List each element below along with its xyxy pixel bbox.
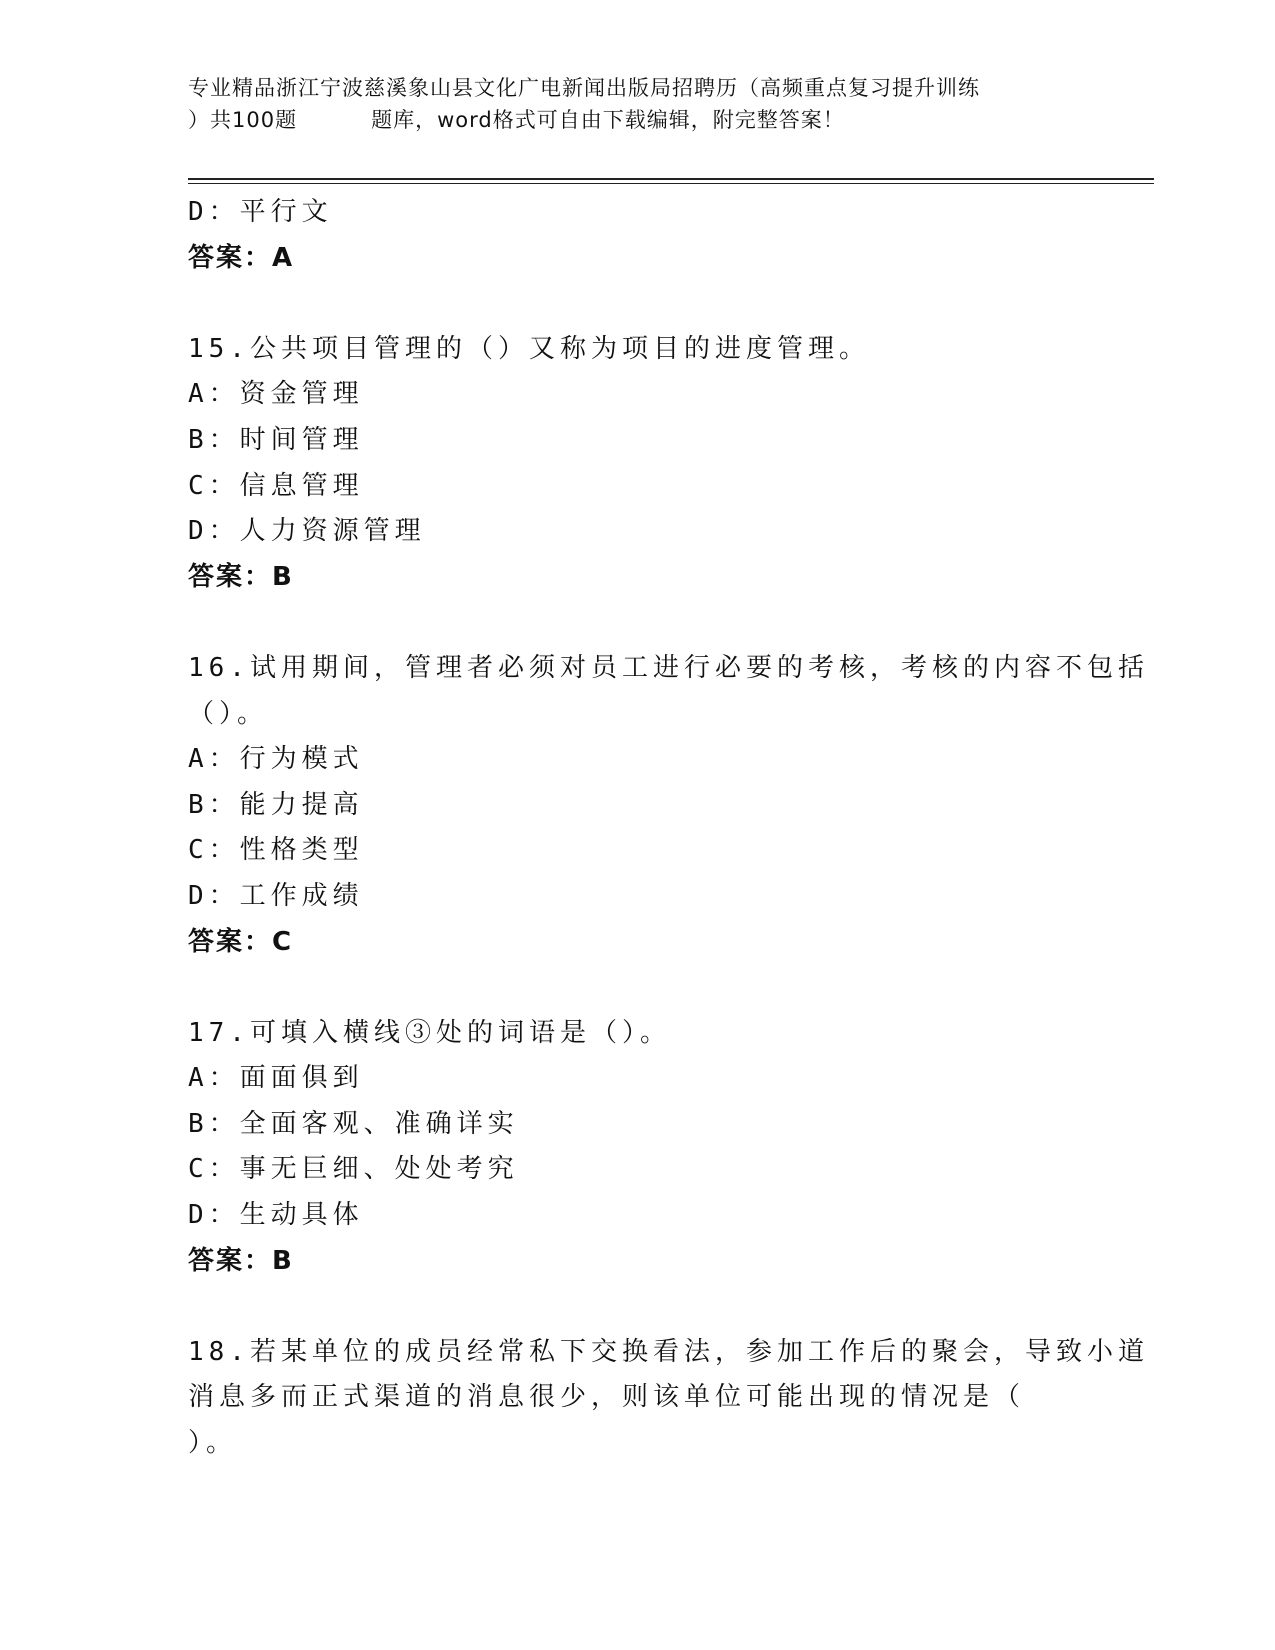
spacer [188, 965, 1088, 1011]
option-c: C：信息管理 [188, 470, 364, 501]
option-d: D：生动具体 [188, 1200, 364, 1231]
option-d: D：工作成绩 [188, 880, 364, 911]
question-stem-continued: （）。 [188, 698, 269, 729]
header-title-line-2-part-2: 题库，word格式可自由下载编辑，附完整答案！ [371, 108, 845, 132]
question-stem-continued: 消息多而正式渠道的消息很少，则该单位可能出现的情况是（ [188, 1382, 1026, 1413]
answer: 答案：B [188, 1245, 294, 1276]
spacer [188, 600, 1088, 646]
header-title-line-1: 专业精品浙江宁波慈溪象山县文化广电新闻出版局招聘历（高频重点复习提升训练 [188, 76, 980, 100]
question-stem-continued: ）。 [188, 1428, 238, 1459]
question-stem: 17.可填入横线③处的词语是（）。 [188, 1017, 671, 1048]
prev-question-answer: 答案：A [188, 242, 295, 273]
option-a: A：行为模式 [188, 744, 364, 775]
question-stem: 15.公共项目管理的（）又称为项目的进度管理。 [188, 333, 870, 364]
option-b: B：能力提高 [188, 789, 364, 820]
answer: 答案：B [188, 561, 294, 592]
option-a: A：面面俱到 [188, 1063, 364, 1094]
header-rule-thin [188, 183, 1154, 184]
option-d: D：人力资源管理 [188, 516, 426, 547]
question-block [188, 1330, 1149, 1467]
question-stem: 16.试用期间，管理者必须对员工进行必要的考核，考核的内容不包括 [188, 652, 1149, 683]
header-title-line-2 [188, 104, 1088, 136]
spacer [188, 1284, 1088, 1330]
prev-question-option-d: D：平行文 [188, 197, 333, 227]
option-b: B：全面客观、准确详实 [188, 1108, 519, 1139]
question-block [188, 646, 1149, 965]
question-block [188, 327, 1088, 601]
header-rule-thick [188, 178, 1154, 180]
question-stem: 18.若某单位的成员经常私下交换看法，参加工作后的聚会，导致小道 [188, 1336, 1149, 1367]
option-b: B：时间管理 [188, 424, 364, 455]
answer: 答案：C [188, 926, 294, 957]
page-header [188, 72, 1088, 136]
question-content [188, 190, 1149, 1467]
option-a: A：资金管理 [188, 379, 364, 410]
option-c: C：性格类型 [188, 835, 364, 866]
spacer [188, 281, 1088, 327]
option-c: C：事无巨细、处处考究 [188, 1154, 519, 1185]
question-block [188, 1011, 1088, 1285]
header-title-line-2-part-1: ）共100题 [188, 108, 298, 132]
